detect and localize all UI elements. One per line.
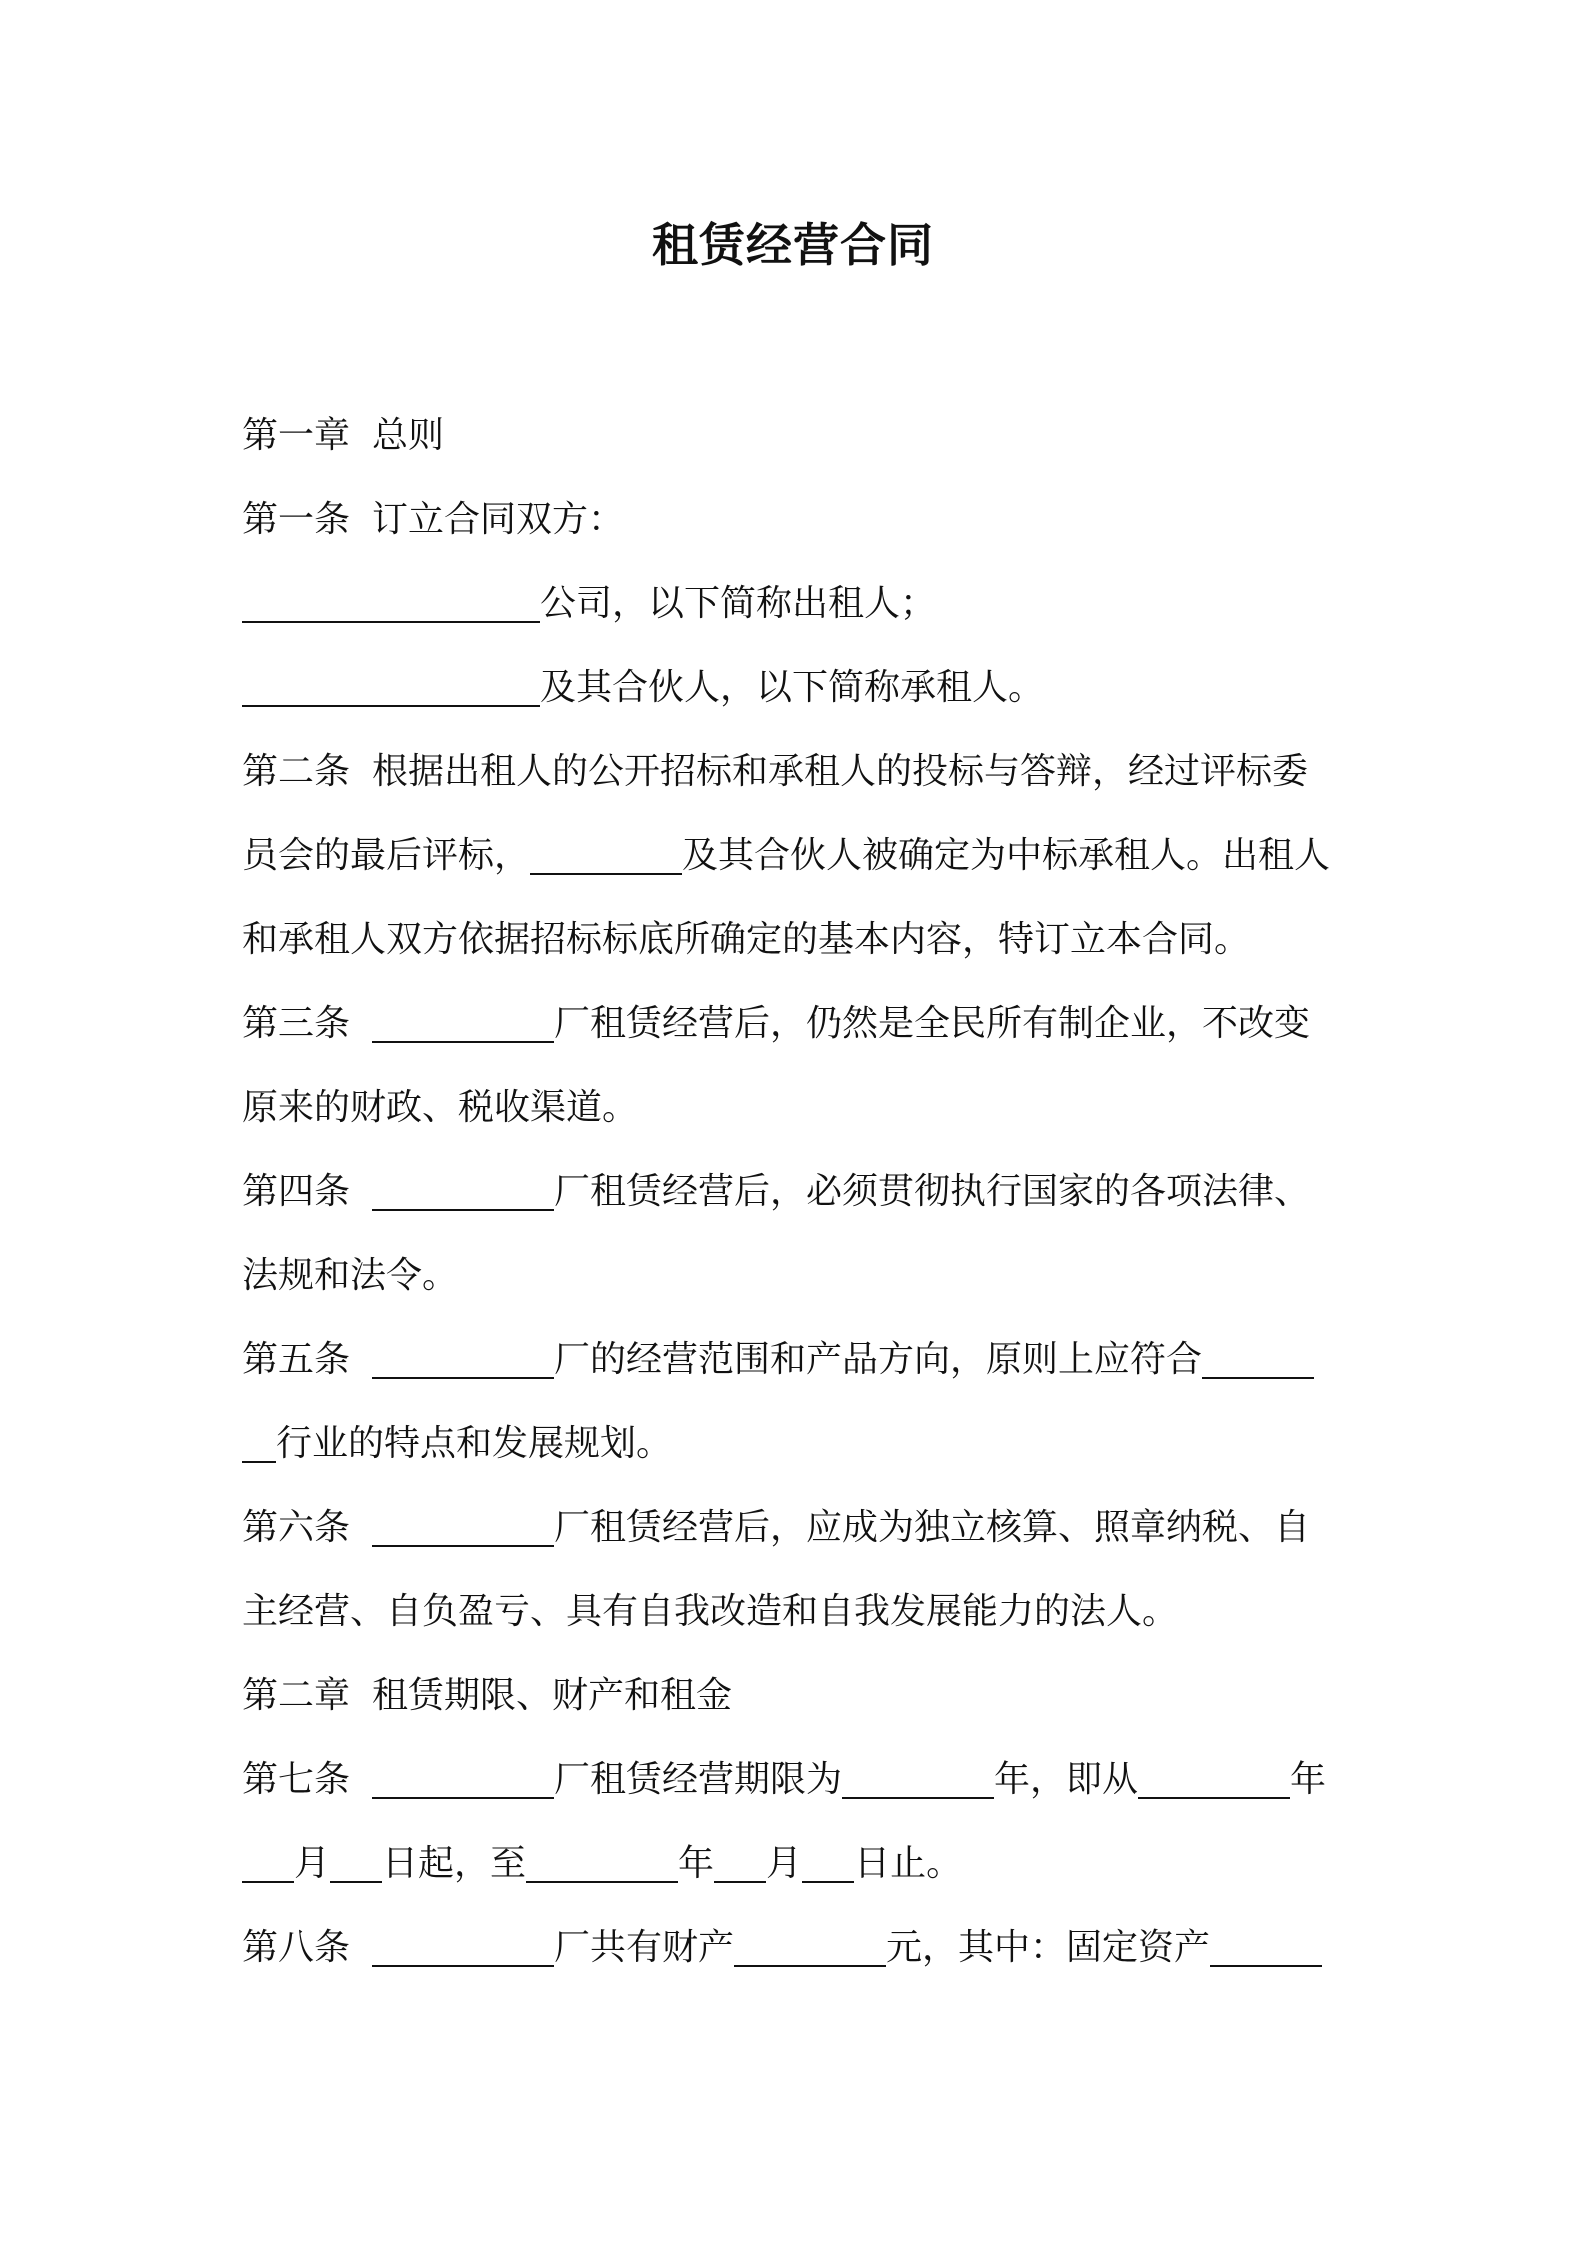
article-text: 年，即从: [994, 1759, 1139, 1800]
fill-in-blank[interactable]: [526, 1839, 678, 1883]
fill-in-blank[interactable]: [372, 1923, 554, 1967]
line-text: 日止。: [854, 1843, 963, 1884]
line-text: 主经营、自负盈亏、具有自我改造和自我发展能力的法人。: [242, 1591, 1179, 1632]
article-text: 厂租赁经营后，必须贯彻执行国家的各项法律、: [554, 1171, 1311, 1212]
article-label: 第一条: [242, 499, 351, 540]
fill-in-blank[interactable]: [372, 1755, 554, 1799]
lessee-line: [242, 660, 1352, 744]
line-text: 公司，以下简称出租人；: [540, 583, 937, 624]
fill-in-blank[interactable]: [372, 1503, 554, 1547]
document-body: [242, 408, 1352, 2004]
article-text: 年: [1290, 1759, 1327, 1800]
article-text: 根据出租人的公开招标和承租人的投标与答辩，经过评标委: [372, 751, 1309, 792]
chapter-title: 总则: [372, 415, 445, 456]
line-text: 行业的特点和发展规划。: [276, 1423, 673, 1464]
article-2: [242, 744, 1352, 828]
line-text: 及其合伙人，以下简称承租人。: [540, 667, 1045, 708]
fill-in-blank[interactable]: [372, 999, 554, 1043]
article-text: 订立合同双方：: [372, 499, 625, 540]
line-text: 及其合伙人被确定为中标承租人。出租人: [682, 835, 1331, 876]
article-label: 第三条: [242, 1003, 351, 1044]
article-7-cont: [242, 1836, 1352, 1920]
line-text: 月: [294, 1843, 331, 1884]
fill-in-blank[interactable]: [242, 663, 540, 707]
chapter-2-heading: [242, 1668, 1352, 1752]
fill-in-blank[interactable]: [1202, 1335, 1314, 1379]
fill-in-blank[interactable]: [714, 1839, 766, 1883]
article-5: [242, 1332, 1352, 1416]
fill-in-blank[interactable]: [242, 1419, 276, 1463]
fill-in-blank[interactable]: [372, 1335, 554, 1379]
article-6: [242, 1500, 1352, 1584]
article-6-cont: [242, 1584, 1352, 1668]
article-1: [242, 492, 1352, 576]
article-label: 第七条: [242, 1759, 351, 1800]
article-text: 厂租赁经营后，应成为独立核算、照章纳税、自: [554, 1507, 1311, 1548]
article-8: [242, 1920, 1352, 2004]
lessor-line: [242, 576, 1352, 660]
chapter-label: 第一章: [242, 415, 351, 456]
article-2-cont-2: [242, 912, 1352, 996]
line-text: 月: [766, 1843, 803, 1884]
chapter-title: 租赁期限、财产和租金: [372, 1675, 733, 1716]
line-text: 年: [678, 1843, 715, 1884]
fill-in-blank[interactable]: [242, 579, 540, 623]
document-title: 租赁经营合同: [652, 218, 934, 272]
article-text: 元，其中：固定资产: [886, 1927, 1211, 1968]
line-text: 和承租人双方依据招标标底所确定的基本内容，特订立本合同。: [242, 919, 1251, 960]
article-7: [242, 1752, 1352, 1836]
fill-in-blank[interactable]: [530, 831, 682, 875]
article-3-cont: [242, 1080, 1352, 1164]
fill-in-blank[interactable]: [372, 1167, 554, 1211]
chapter-label: 第二章: [242, 1675, 351, 1716]
line-text: 原来的财政、税收渠道。: [242, 1087, 639, 1128]
fill-in-blank[interactable]: [242, 1839, 294, 1883]
fill-in-blank[interactable]: [1210, 1923, 1322, 1967]
chapter-1-heading: [242, 408, 1352, 492]
line-text: 法规和法令。: [242, 1255, 459, 1296]
article-text: 厂租赁经营期限为: [554, 1759, 843, 1800]
article-2-cont-1: [242, 828, 1352, 912]
article-4-cont: [242, 1248, 1352, 1332]
article-label: 第五条: [242, 1339, 351, 1380]
fill-in-blank[interactable]: [842, 1755, 994, 1799]
article-text: 厂的经营范围和产品方向，原则上应符合: [554, 1339, 1203, 1380]
article-label: 第二条: [242, 751, 351, 792]
line-text: 日起，至: [382, 1843, 527, 1884]
article-text: 厂共有财产: [554, 1927, 735, 1968]
article-4: [242, 1164, 1352, 1248]
article-label: 第四条: [242, 1171, 351, 1212]
article-label: 第八条: [242, 1927, 351, 1968]
fill-in-blank[interactable]: [802, 1839, 854, 1883]
fill-in-blank[interactable]: [734, 1923, 886, 1967]
article-text: 厂租赁经营后，仍然是全民所有制企业，不改变: [554, 1003, 1311, 1044]
article-5-cont: [242, 1416, 1352, 1500]
article-3: [242, 996, 1352, 1080]
fill-in-blank[interactable]: [330, 1839, 382, 1883]
article-label: 第六条: [242, 1507, 351, 1548]
line-text: 员会的最后评标，: [242, 835, 531, 876]
fill-in-blank[interactable]: [1138, 1755, 1290, 1799]
